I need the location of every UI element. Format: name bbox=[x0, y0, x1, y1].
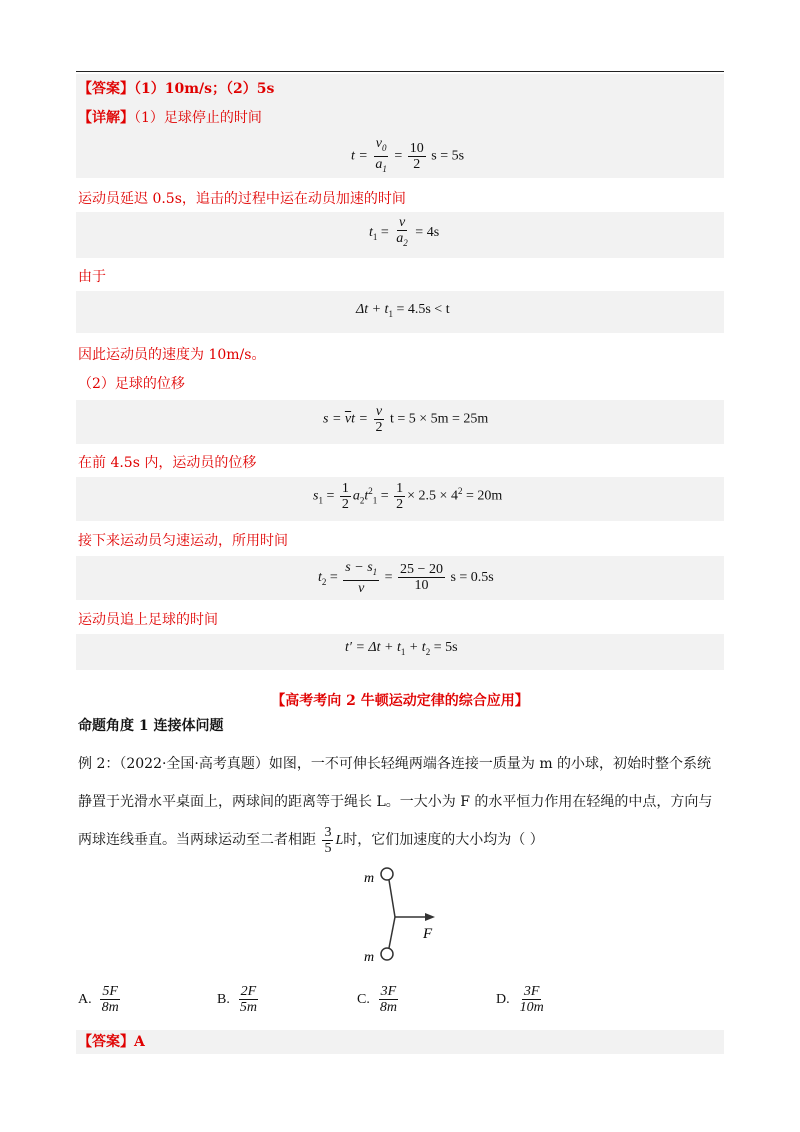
section-heading: 【高考考向 2 牛顿运动定律的综合应用】 bbox=[271, 693, 529, 709]
ball-top bbox=[381, 868, 393, 880]
equation-7: $t' = \Delta t + t_1 + t_2 = 5s$ bbox=[345, 640, 458, 657]
paragraph-speed: 因此运动员的速度为 10m/s。 bbox=[78, 347, 266, 363]
equation-6: $t_2$ = $\frac{s - s_1}{v}$ = $\frac{25 - 20}{10}$ s = 0.5s bbox=[318, 560, 494, 596]
paragraph-delay: 运动员延迟 0.5s，追击的过程中运在动员加速的时间 bbox=[78, 191, 406, 207]
example-text: 例 2：（2022·全国·高考真题）如图，一不可伸长轻绳两端各连接一质量为 m 的小球，初始时整个系统静置于光滑水平桌面上，两球间的距离等于绳长 L。一大小为 F 的水平恒力作用在轻绳的中点，方向与两球连线垂直。当两球运动至二者相距 $\frac{3}{5}$ L时，它们加速度的大小均为（ ） bbox=[78, 756, 713, 857]
paragraph-first45: 在前 4.5s 内，运动员的位移 bbox=[78, 455, 257, 471]
equation-5: $s_1$ = $\frac{1}{2}$ $a_2t^2_1$ = $\frac{1}{2}$ × $2.5 \times 4^2 = 20m$ bbox=[313, 481, 503, 512]
paragraph-uniform: 接下来运动员匀速运动，所用时间 bbox=[78, 533, 288, 549]
explain-line bbox=[78, 109, 262, 127]
equation-3: $\Delta t + t_1 = 4.5s < t$ bbox=[356, 302, 450, 319]
option-a[interactable]: A. $\frac{5F}{8m}$ bbox=[78, 984, 119, 1015]
rope-top bbox=[389, 880, 395, 917]
option-c[interactable]: C. $\frac{3F}{8m}$ bbox=[357, 984, 397, 1015]
answer2-line bbox=[78, 1033, 145, 1051]
explain-tag: 【详解】 bbox=[78, 110, 134, 126]
rope-bottom bbox=[389, 917, 395, 948]
panel-answer2 bbox=[76, 1030, 724, 1054]
paragraph-part2: （2）足球的位移 bbox=[78, 376, 185, 392]
angle-title: 命题角度 1 连接体问题 bbox=[78, 718, 224, 734]
mass-label-top: m bbox=[364, 871, 375, 886]
answer2-tag: 【答案】 bbox=[78, 1034, 134, 1050]
option-b[interactable]: B. $\frac{2F}{5m}$ bbox=[217, 984, 257, 1015]
equation-2: $t_1$ = $\frac{v}{a_2}$ = 4s bbox=[369, 215, 440, 248]
answer2-text: A bbox=[134, 1034, 145, 1050]
equation-4: $s = \overline{v}t$ = $\frac{v}{2}$ t = 5 × 5m = 25m bbox=[323, 404, 489, 435]
equation-1: t = $\frac{v_0}{a_1}$ = $\frac{10}{2}$ s = 5s bbox=[351, 136, 465, 174]
paragraph-because: 由于 bbox=[78, 269, 106, 285]
answer-tag: 【答案】 bbox=[78, 81, 134, 97]
arrow-head bbox=[425, 913, 435, 921]
mass-label-bottom: m bbox=[364, 950, 375, 965]
paragraph-catch: 运动员追上足球的时间 bbox=[78, 612, 218, 628]
explain-text: （1）足球停止的时间 bbox=[134, 110, 262, 126]
answer-line bbox=[78, 80, 274, 98]
force-label: F bbox=[423, 926, 433, 942]
ball-bottom bbox=[381, 948, 393, 960]
answer-text: （1）10m/s；（2）5s bbox=[134, 81, 275, 97]
top-rule bbox=[76, 71, 724, 72]
rope-balls-figure bbox=[355, 862, 465, 967]
option-d[interactable]: D. $\frac{3F}{10m}$ bbox=[496, 984, 544, 1015]
